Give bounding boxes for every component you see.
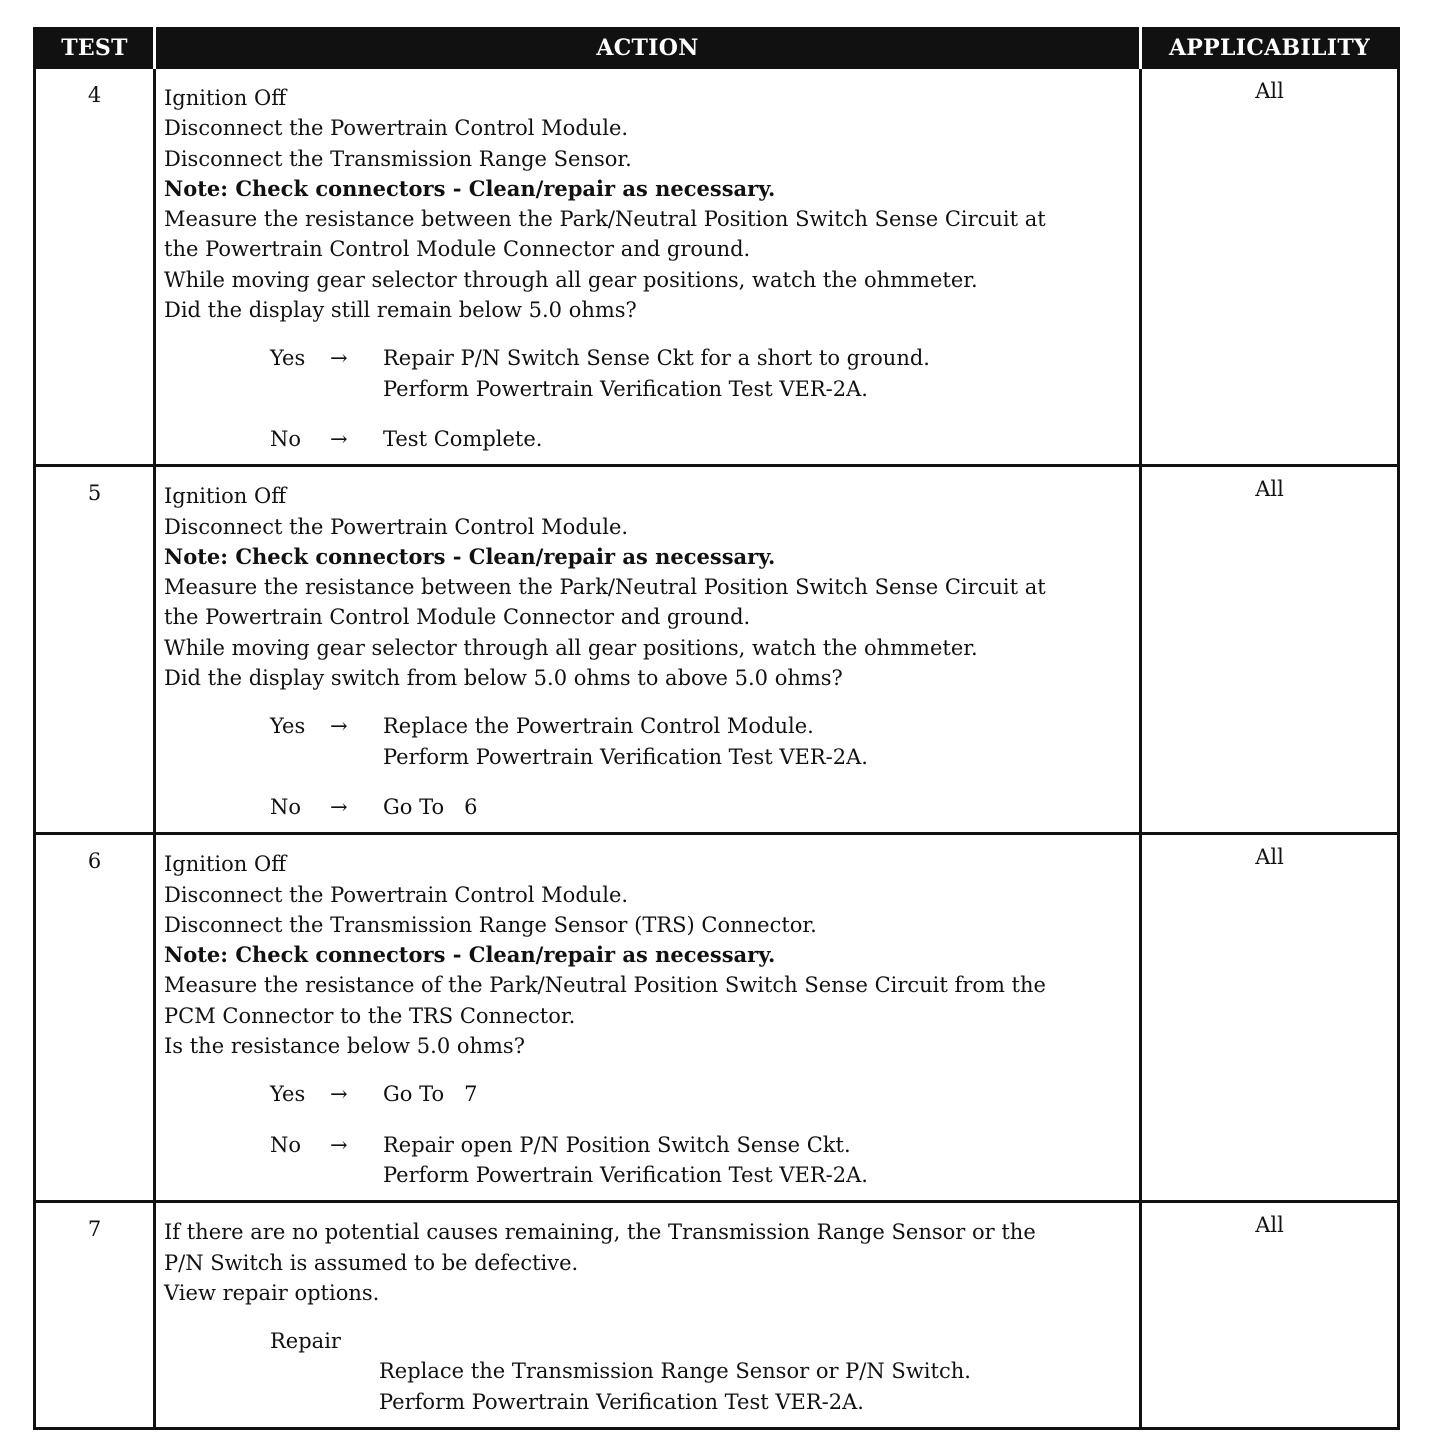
outcome-line: Repair open P/N Position Switch Sense Ckt. — [383, 1132, 851, 1157]
outcomes — [164, 343, 1135, 454]
table-row — [35, 1202, 1399, 1429]
action-line: If there are no potential causes remaining, the Transmission Range Sensor or the — [164, 1220, 1036, 1245]
repair-label: Repair — [270, 1329, 341, 1354]
outcome-label: Yes — [270, 346, 306, 371]
action-line: Ignition Off — [164, 484, 287, 509]
outcome-text — [383, 1130, 1135, 1191]
applicability: All — [1141, 834, 1399, 1202]
action-line: While moving gear selector through all gear positions, watch the ohmmeter. — [164, 267, 978, 292]
outcome-label: Yes — [270, 714, 306, 739]
arrow-right-icon: → — [330, 346, 348, 371]
header-applicability: APPLICABILITY — [1141, 29, 1399, 68]
action-line: While moving gear selector through all gear positions, watch the ohmmeter. — [164, 635, 978, 660]
action-line: View repair options. — [164, 1280, 380, 1305]
outcomes — [164, 1079, 1135, 1190]
test-number: 4 — [35, 68, 155, 466]
outcome-label: No — [270, 1132, 302, 1157]
outcome-line: Go To 6 — [383, 794, 478, 819]
diagnostic-test-table — [33, 27, 1400, 1430]
table-row — [35, 68, 1399, 466]
outcome-yes — [270, 711, 1135, 772]
arrow-right-icon: → — [330, 1132, 348, 1157]
action-line: Is the resistance below 5.0 ohms? — [164, 1034, 525, 1059]
header-action: ACTION — [155, 29, 1141, 68]
repair-line: Perform Powertrain Verification Test VER-2A. — [379, 1389, 864, 1414]
action-cell — [155, 1202, 1141, 1429]
outcome-yes — [270, 343, 1135, 404]
action-cell — [155, 466, 1141, 834]
test-number: 5 — [35, 466, 155, 834]
note-line: Note: Check connectors - Clean/repair as necessary. — [164, 942, 776, 968]
action-cell — [155, 834, 1141, 1202]
arrow-right-icon: → — [330, 426, 348, 451]
outcome-text — [383, 343, 1135, 404]
note-line: Note: Check connectors - Clean/repair as necessary. — [164, 175, 776, 201]
action-line: the Powertrain Control Module Connector and ground. — [164, 237, 751, 262]
table-row — [35, 834, 1399, 1202]
outcome-label: No — [270, 426, 302, 451]
outcome-no — [270, 1130, 1135, 1191]
action-line: the Powertrain Control Module Connector and ground. — [164, 605, 751, 630]
repair-options — [270, 1326, 1135, 1417]
action-cell — [155, 68, 1141, 466]
applicability: All — [1141, 466, 1399, 834]
outcomes — [164, 711, 1135, 822]
outcome-line: Replace the Powertrain Control Module. — [383, 714, 814, 739]
outcome-line: Repair P/N Switch Sense Ckt for a short to ground. — [383, 346, 930, 371]
action-line: Disconnect the Powertrain Control Module. — [164, 882, 629, 907]
action-line: PCM Connector to the TRS Connector. — [164, 1003, 576, 1028]
test-number: 7 — [35, 1202, 155, 1429]
table-header — [35, 29, 1399, 68]
outcome-yes — [270, 1079, 1135, 1109]
action-line: Measure the resistance between the Park/Neutral Position Switch Sense Circuit at — [164, 207, 1046, 232]
applicability: All — [1141, 1202, 1399, 1429]
outcome-line: Test Complete. — [383, 426, 543, 451]
action-line: Did the display still remain below 5.0 ohms? — [164, 298, 637, 323]
action-line: Disconnect the Transmission Range Sensor. — [164, 146, 632, 171]
outcome-label: No — [270, 794, 302, 819]
outcome-text — [383, 711, 1135, 772]
table-body — [35, 68, 1399, 1429]
outcome-text — [383, 792, 1135, 822]
outcome-line: Perform Powertrain Verification Test VER-2A. — [383, 376, 868, 401]
action-line: Ignition Off — [164, 852, 287, 877]
test-number: 6 — [35, 834, 155, 1202]
header-test: TEST — [35, 29, 155, 68]
action-line: Measure the resistance between the Park/Neutral Position Switch Sense Circuit at — [164, 575, 1046, 600]
arrow-right-icon: → — [330, 794, 348, 819]
outcome-label: Yes — [270, 1082, 306, 1107]
repair-line: Replace the Transmission Range Sensor or P/N Switch. — [379, 1359, 971, 1384]
table-row — [35, 466, 1399, 834]
outcome-line: Perform Powertrain Verification Test VER-2A. — [383, 1162, 868, 1187]
outcome-no — [270, 424, 1135, 454]
action-line: Ignition Off — [164, 86, 287, 110]
action-line: Measure the resistance of the Park/Neutral Position Switch Sense Circuit from the — [164, 973, 1046, 998]
action-line: P/N Switch is assumed to be defective. — [164, 1250, 579, 1275]
arrow-right-icon: → — [330, 714, 348, 739]
outcome-line: Go To 7 — [383, 1082, 478, 1107]
outcome-line: Perform Powertrain Verification Test VER-2A. — [383, 744, 868, 769]
outcome-text — [383, 424, 1135, 454]
arrow-right-icon: → — [330, 1082, 348, 1107]
outcome-no — [270, 792, 1135, 822]
action-line: Disconnect the Powertrain Control Module. — [164, 514, 629, 539]
note-line: Note: Check connectors - Clean/repair as necessary. — [164, 543, 776, 569]
repair-text — [379, 1356, 1135, 1417]
action-line: Disconnect the Transmission Range Sensor (TRS) Connector. — [164, 912, 817, 937]
applicability: All — [1141, 68, 1399, 466]
outcome-text — [383, 1079, 1135, 1109]
action-line: Did the display switch from below 5.0 ohms to above 5.0 ohms? — [164, 666, 843, 691]
action-line: Disconnect the Powertrain Control Module. — [164, 116, 629, 141]
